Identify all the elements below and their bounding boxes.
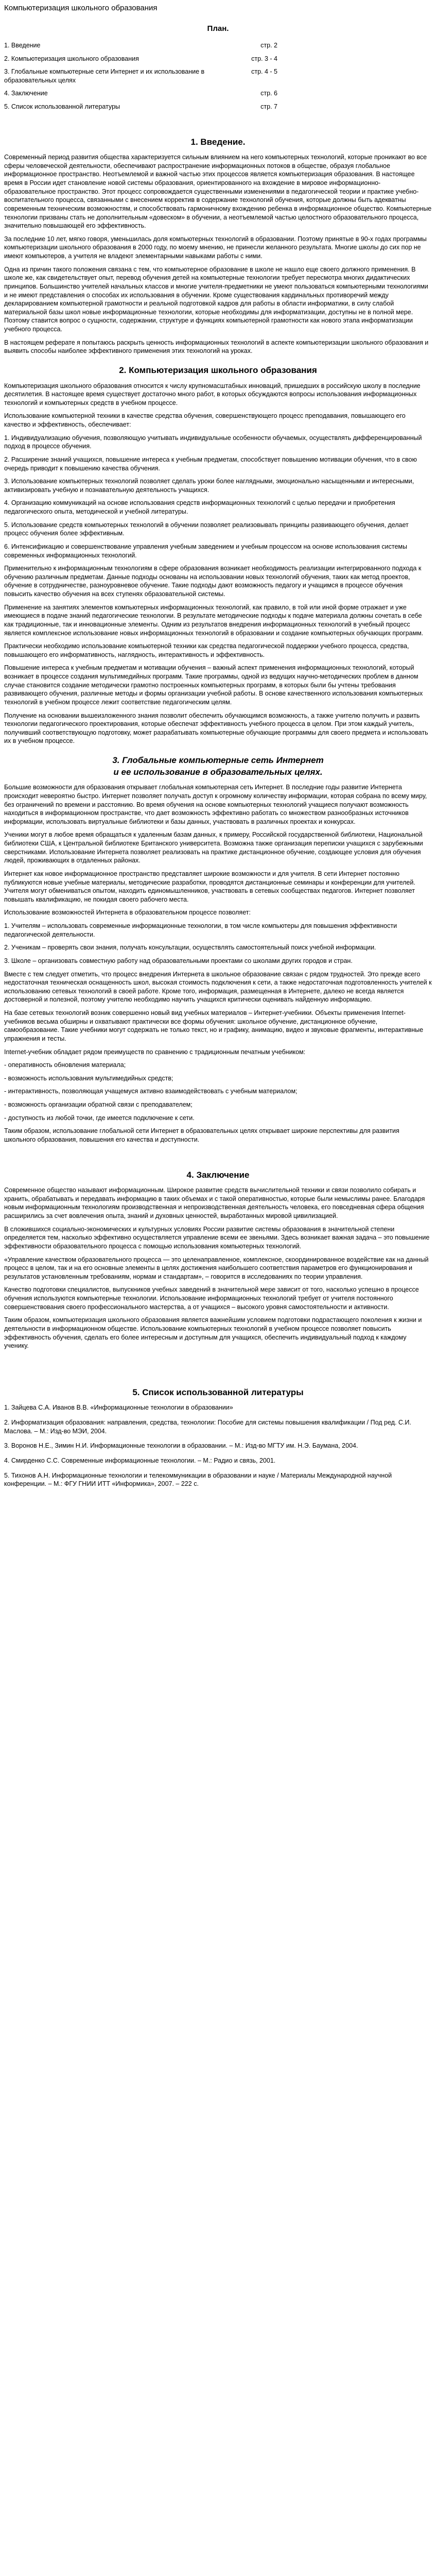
toc-item xyxy=(4,67,432,84)
paragraph: - оперативность обновления материала; xyxy=(4,1061,126,1069)
toc-item-label: 3. Глобальные компьютерные сети Интернет и их использование в образовательных целях xyxy=(4,68,205,84)
document-title: Компьютеризация школьного образования xyxy=(4,4,158,12)
toc-item xyxy=(4,55,432,63)
paragraph: Одна из причин такого положения связана с тем, что компьютерное образование в школе не нашло еще своего должного применения. В школе же, как свидетельствует опыт, перевод обучения детей на компьютерные технологии требует пересмотра многих дидактических принципов. Большинство учителей начальных классов и многие учителя-предметники не умеют пользоваться компьютерными технологиями и не имеют представления о способах их использования в обучении. Кроме существования кардинальных противоречий между декларированием компьютерной грамотности и реальной подготовкой кадров для работы в области информатики, в силу слабой материальной базы школ новые информационные технологии, которые необходимы для информатизации, доступны не в полной мере. Поэтому ставится вопрос о сущности, содержании, структуре и функциях компьютерной грамотности как нового этапа информатизации учебного процесса. xyxy=(4,265,428,333)
paragraph: 4. Организацию коммуникаций на основе использования средств информационных технологий с целью передачи и приобретения педагогического опыта, методической и учебной литературы. xyxy=(4,499,395,516)
paragraph: В настоящем реферате я попытаюсь раскрыть ценность информационных технологий в аспекте компьютеризации школьного образования и выявить способы наиболее эффективного применения этих технологий на уроках. xyxy=(4,338,429,355)
conclusion-body xyxy=(4,1186,432,1350)
paragraph: «Управление качеством образовательного процесса — это целенаправленное, комплексное, скоординированное воздействие как на данный процесс в целом, так и на его основные элементы в целях достижения наибольшего соответствия параметров его функционирования и результатов установленным требованиям, нормам и стандартам», – говорится в исследованиях по теории управления. xyxy=(4,1256,429,1280)
toc-item-page: стр. 4 - 5 xyxy=(251,68,277,76)
paragraph: Качество подготовки специалистов, выпускников учебных заведений в значительной мере зависит от того, насколько успешно в процессе обучения используются компьютерные технологии. Использование информационных технологий требует от учителя постоянного совершенствования своего профессионального мастерства, а от учащихся – высокого уровня самостоятельности и активности. xyxy=(4,1286,419,1311)
paragraph: - возможность организации обратной связи с преподавателем; xyxy=(4,1101,193,1109)
section3-body xyxy=(4,783,432,1144)
paragraph: Компьютеризация школьного образования относится к числу крупномасштабных инноваций, пришедших в российскую школу в последние десятилетия. В настоящее время существует достаточно много работ, в которых обсуждаются вопросы использования информационных технологий и компьютерных средств в учебном процессе. xyxy=(4,382,421,406)
paragraph: Большие возможности для образования открывает глобальная компьютерная сеть Интернет. В последние годы развитие Интернета происходит невероятно быстро. Интернет позволяет получать доступ к огромному количеству информации, которая собрана по всему миру, без ограничений по времени и расстоянию. Во время обучения на основе компьютерных технологий учащиеся получают возможность находиться в информационном пространстве, что дает возможность эффективно работать со множеством разнообразных источников информации, использовать виртуальные библиотеки и базы данных, участвовать в различных проектах и конкурсах. xyxy=(4,784,427,825)
paragraph: Таким образом, компьютеризация школьного образования является важнейшим условием подготовки подрастающего поколения к жизни и деятельности в информационном обществе. Использование компьютерных технологий в учебном процессе позволяет повысить эффективность обучения, сделать его более интересным и доступным для учащихся, обеспечить индивидуальный подход к каждому ученику. xyxy=(4,1316,422,1350)
conclusion-heading: 4. Заключение xyxy=(186,1170,250,1180)
paragraph: - возможность использования мультимедийных средств; xyxy=(4,1074,173,1082)
list-item: 2. Информатизация образования: направления, средства, технологии: Пособие для системы повышения квалификации / Под ред. С.И. Маслова. – М.: Изд-во МЭИ, 2004. xyxy=(4,1419,411,1435)
toc-item-label: 5. Список использованной литературы xyxy=(4,103,120,110)
paragraph: Применение на занятиях элементов компьютерных информационных технологий, как правило, в той или иной форме отражает и уже имеющиеся в подаче знаний педагогические технологии. В результате методические подходы к подаче материала должны сочетать в себе как традиционные, так и инновационные элементы. Одним из результатов внедрения информационных технологий в учебный процесс является комплексное использование новых информационных технологий в образовании и создание компьютерных обучающих программ. xyxy=(4,603,424,637)
toc-item xyxy=(4,89,432,98)
toc-item-label: 1. Введение xyxy=(4,41,41,49)
section2-heading: 2. Компьютеризация школьного образования xyxy=(119,365,317,375)
list-item: 1. Зайцева С.А. Иванов В.В. «Информационные технологии в образовании» xyxy=(4,1404,233,1412)
list-item: 4. Смирденко С.С. Современные информационные технологии. – М.: Радио и связь, 2001. xyxy=(4,1456,276,1464)
section2-body xyxy=(4,382,432,746)
paragraph: 3. Использование компьютерных технологий позволяет сделать уроки более наглядными, эмоционально насыщенными и интересными, активизировать учебную и познавательную деятельность учащихся. xyxy=(4,478,414,494)
toc-item xyxy=(4,103,432,111)
paragraph: Современное общество называют информационным. Широкое развитие средств вычислительной техники и связи позволило собирать и хранить, обрабатывать и передавать информацию в таких объемах и с такой оперативностью, которые были немыслимы ранее. Благодаря новым информационным технологиям производственная и непроизводственная деятельность человека, его повседневная сфера общения расширились за счет вовлечения опыта, знаний и духовных ценностей, выработанных мировой цивилизацией. xyxy=(4,1187,425,1220)
paragraph: 2. Ученикам – проверять свои знания, получать консультации, осуществлять самостоятельный поиск учебной информации. xyxy=(4,944,376,952)
toc-item-page: стр. 6 xyxy=(260,90,277,97)
paragraph: 2. Расширение знаний учащихся, повышение интереса к учебным предметам, способствует повышению мотивации обучения, что в свою очередь приводит к повышению качества обучения. xyxy=(4,455,417,472)
paragraph: Таким образом, использование глобальной сети Интернет в образовательных целях открывает широкие перспективы для развития школьного образования, повышения его качества и доступности. xyxy=(4,1127,399,1143)
bibliography-heading: 5. Список использованной литературы xyxy=(132,1387,304,1397)
section3-heading xyxy=(4,755,432,778)
paragraph: Ученики могут в любое время обращаться к удаленным базам данных, к примеру, Российской государственной библиотеки, Национальной библиотеки США, к Центральной библиотеке Британского университета. Возможна также организация переписки учащихся с зарубежными сверстниками. Использование Интернета позволяет реализовать на практике дистанционное обучение, создающее условия для обучения людей, проживающих в отдаленных районах. xyxy=(4,831,423,865)
section3-heading-line2: и ее использование в образовательных целях. xyxy=(113,767,323,777)
toc-item xyxy=(4,41,432,50)
table-of-contents xyxy=(4,41,432,111)
paragraph: Вместе с тем следует отметить, что процесс внедрения Интернета в школьное образование связан с рядом трудностей. Это прежде всего недостаточная техническая оснащенность школ, высокая стоимость подключения к сети, а также недостаточная подготовленность учителей к использованию сетевых технологий в своей работе. Кроме того, информация, размещенная в Интернете, далеко не всегда является достоверной и полезной, поэтому учителю необходимо научить учащихся критически оценивать найденную информацию. xyxy=(4,970,432,1004)
paragraph: Практически необходимо использование компьютерной техники как средства педагогической поддержки учебного процесса, средства, повышающего его информативность, наглядность, интерактивность и эффективность. xyxy=(4,642,409,658)
paragraph: Получение на основании вышеизложенного знания позволит обеспечить обучающимся возможность, а также учителю получить и развить технологии педагогического проектирования, которые обеспечат эффективность учебного процесса в целом. При этом каждый учитель, получивший соответствующую подготовку, может разрабатывать компьютерные обучающие программы для своего предмета и использовать их в учебном процессе. xyxy=(4,711,428,745)
bibliography-list xyxy=(4,1403,432,1488)
paragraph: Повышение интереса к учебным предметам и мотивации обучения – важный аспект применения информационных технологий, который возникает в процессе создания мультимедийных программ. Такие программы, одной из ведущих научно-методических проблем в данном случае становится создание методически грамотно построенных компьютерных программ, в которых были бы учтены требования развивающего обучения, различные методы и формы организации учебной работы. В основе качественного использования компьютерных технологий в учебном процессе лежит соответствие педагогическим целям. xyxy=(4,664,423,706)
paragraph: 1. Учителям – использовать современные информационные технологии, в том числе компьютеры для повышения эффективности педагогической деятельности. xyxy=(4,922,397,938)
toc-item-page: стр. 2 xyxy=(260,41,277,49)
paragraph: Применительно к информационным технологиям в сфере образования возникает необходимость реализации интегрированного подхода к обучению различным предметам. Данные подходы основаны на использовании новых технологий обучения, таких как метод проектов, обучение в сотрудничестве, разноуровневое обучение. Такие подходы дают возможность педагогу и учащимся в процессе обучения повысить качество обучения на всех ступенях образовательной системы. xyxy=(4,565,422,598)
paragraph: Internet-учебник обладает рядом преимуществ по сравнению с традиционным печатным учебником: xyxy=(4,1048,306,1056)
intro-body xyxy=(4,153,432,355)
toc-item-label: 4. Заключение xyxy=(4,90,48,97)
paragraph: - интерактивность, позволяющая учащемуся активно взаимодействовать с учебным материалом; xyxy=(4,1088,298,1095)
paragraph: Современный период развития общества характеризуется сильным влиянием на него компьютерных технологий, которые проникают во все сферы человеческой деятельности, обеспечивают распространение информационных потоков в обществе, образуя глобальное информационное пространство. Неотъемлемой и важной частью этих процессов является компьютеризация образования. В настоящее время в России идет становление новой системы образования, ориентированного на вхождение в мировое информационно-образовательное пространство. Этот процесс сопровождается существенными изменениями в педагогической теории и практике учебно-воспитательного процесса, связанными с внесением корректив в содержание технологий обучения, которые должны быть адекватны современным техническим возможностям, и способствовать гармоничному вхождению ребенка в информационное общество. Компьютерные технологии призваны стать не дополнительным «довеском» в обучении, а неотъемлемой частью целостного образовательного процесса, значительно повышающей его эффективность. xyxy=(4,154,432,230)
toc-heading: План. xyxy=(207,24,229,33)
list-item: 5. Тихонов А.Н. Информационные технологии и телекоммуникации в образовании и науке / Материалы Международной научной конференции. – М.: ФГУ ГНИИ ИТТ «Информика», 2007. – 222 с. xyxy=(4,1471,392,1488)
paragraph: На базе сетевых технологий возник совершенно новый вид учебных материалов – Интернет-учебники. Объекты применения Internet-учебников весьма обширны и охватывают практически все формы обучения: школьное обучение, дистанционное обучение, самообразование. Такие учебники могут содержать не только текст, но и графику, анимацию, видео и звуковые фрагменты, интерактивные упражнения и тесты. xyxy=(4,1009,424,1042)
paragraph: Использование компьютерной техники в качестве средства обучения, совершенствующего процесс преподавания, повышающего его качество и эффективность, обеспечивает: xyxy=(4,412,406,429)
paragraph: 3. Школе – организовать совместную работу над образовательными проектами со школами других городов и стран. xyxy=(4,957,353,964)
list-item: 3. Воронов Н.Е., Зимин Н.И. Информационные технологии в образовании. – М.: Изд-во МГТУ им. Н.Э. Баумана, 2004. xyxy=(4,1442,358,1450)
paragraph: Интернет как новое информационное пространство представляет широкие возможности и для учителя. В сети Интернет постоянно публикуются новые учебные материалы, методические разработки, проводятся дистанционные семинары и конференции для учителей. Учителя могут обмениваться опытом, находить единомышленников, участвовать в сетевых сообществах педагогов. Интернет позволяет повышать квалификацию, не покидая своего рабочего места. xyxy=(4,870,415,903)
paragraph: 6. Интенсификацию и совершенствование управления учебным заведением и учебным процессом на основе использования системы современных информационных технологий. xyxy=(4,543,407,559)
paragraph: Использование возможностей Интернета в образовательном процессе позволяет: xyxy=(4,909,251,917)
paragraph: - доступность из любой точки, где имеется подключение к сети. xyxy=(4,1114,195,1122)
intro-heading: 1. Введение. xyxy=(190,137,246,147)
paragraph: 5. Использование средств компьютерных технологий в обучении позволяет реализовывать принципы развивающего обучения, делает процесс обучения более эффективным. xyxy=(4,521,409,537)
toc-item-page: стр. 7 xyxy=(260,103,277,110)
paragraph: 1. Индивидуализацию обучения, позволяющую учитывать индивидуальные особенности обучаемых, осуществлять дифференцированный подход в процессе обучения. xyxy=(4,434,422,450)
paragraph: В сложившихся социально-экономических и культурных условиях России развитие системы образования в значительной степени определяется тем, насколько эффективно осуществляется управление всеми ее звеньями. Здесь возникает важная задача – это повышение эффективности образовательного процесса с помощью использования компьютерных технологий. xyxy=(4,1225,430,1250)
toc-item-page: стр. 3 - 4 xyxy=(251,55,277,62)
section3-heading-line1: 3. Глобальные компьютерные сеть Интернет xyxy=(112,755,324,766)
toc-item-label: 2. Компьютеризация школьного образования xyxy=(4,55,139,62)
paragraph: За последние 10 лет, мягко говоря, уменьшилась доля компьютерных технологий в образовании. Поэтому принятые в 90-х годах программы компьютеризации школьного образования в 2000 году, по моему мнению, не принесли желанного результата. Многие школы до сих пор не имеют компьютеров, а учителя не владеют элементарными навыками работы с ними. xyxy=(4,235,427,260)
